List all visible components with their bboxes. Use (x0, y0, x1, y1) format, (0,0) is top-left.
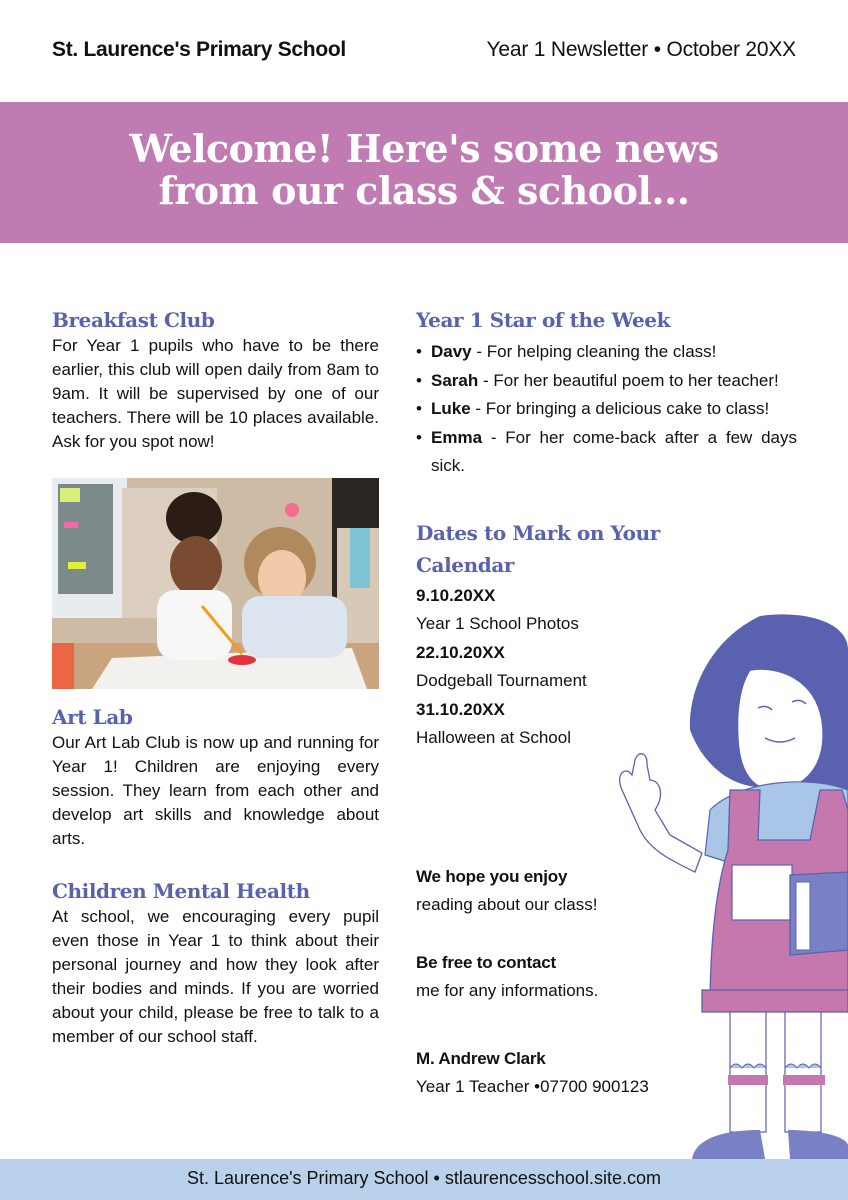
dates-title-line-1: Dates to Mark on Your (416, 520, 660, 545)
date-event: Dodgeball Tournament (416, 670, 587, 690)
star-name: Sarah (431, 370, 479, 390)
art-lab-title: Art Lab (52, 705, 133, 729)
girl-with-book-icon (610, 610, 848, 1159)
welcome-banner (0, 102, 848, 243)
closing-contact-bold: Be free to contact (416, 953, 556, 972)
left-column (52, 306, 379, 1049)
star-name: Davy (431, 342, 472, 361)
breakfast-club-title: Breakfast Club (52, 308, 215, 332)
banner-title (0, 128, 848, 212)
star-name: Emma (431, 427, 483, 447)
date-event: Year 1 School Photos (416, 613, 579, 633)
closing-enjoy-rest: reading about our class! (416, 895, 598, 914)
dates-title-line-2: Calendar (416, 552, 515, 577)
star-name: Luke (431, 399, 471, 418)
mental-health-title: Children Mental Health (52, 879, 310, 903)
girl-illustration (610, 610, 848, 1159)
banner-title-line-1: Welcome! Here's some news (129, 126, 719, 171)
art-lab-body: Our Art Lab Club is now up and running for Year 1! Children are enjoying every session. They learn from each other and develop art skills and knowledge about arts. (52, 733, 379, 848)
signature-role: Year 1 Teacher •07700 900123 (416, 1077, 649, 1096)
photo-illustration (52, 478, 379, 689)
mental-health-body: At school, we encouraging every pupil even those in Year 1 to think about their personal journey and how they look after their bodies and minds. If you are worried about your child, please be free to talk to a member of our school staff. (52, 907, 379, 1046)
breakfast-club-body: For Year 1 pupils who have to be there earlier, this club will open daily from 8am to 9am. It will be supervised by one of our teachers. There will be 10 places available. Ask for you spot now! (52, 336, 379, 451)
star-reason: - For her beautiful poem to her teacher! (478, 370, 779, 390)
star-reason: - For her come-back after a few days sick. (431, 427, 797, 475)
footer (0, 1159, 848, 1200)
star-reason: - For helping cleaning the class! (471, 342, 717, 361)
list-item (416, 367, 797, 396)
mental-health-section (52, 877, 379, 1049)
dates-title (416, 517, 797, 581)
banner-title-line-2: from our class & school... (158, 168, 690, 213)
closing-enjoy-bold: We hope you enjoy (416, 867, 568, 886)
school-name: St. Laurence's Primary School (52, 38, 346, 61)
closing-contact-rest: me for any informations. (416, 981, 599, 1000)
star-list (416, 338, 797, 481)
list-item (416, 338, 797, 367)
list-item (416, 424, 797, 481)
newsletter-meta: Year 1 Newsletter • October 20XX (486, 38, 796, 61)
breakfast-club-section (52, 306, 379, 454)
footer-text: St. Laurence's Primary School • stlaurencesschool.site.com (187, 1168, 661, 1188)
date-event: Halloween at School (416, 727, 571, 747)
star-reason: - For bringing a delicious cake to class! (470, 399, 770, 418)
children-painting-photo (52, 478, 379, 689)
date-value: 9.10.20XX (416, 585, 496, 605)
star-of-week-title: Year 1 Star of the Week (416, 308, 671, 332)
date-value: 22.10.20XX (416, 642, 505, 662)
list-item (416, 395, 797, 424)
star-of-week-section (416, 306, 797, 481)
top-header (0, 0, 848, 102)
signature-name: M. Andrew Clark (416, 1049, 546, 1068)
date-value: 31.10.20XX (416, 699, 505, 719)
art-lab-section (52, 703, 379, 851)
